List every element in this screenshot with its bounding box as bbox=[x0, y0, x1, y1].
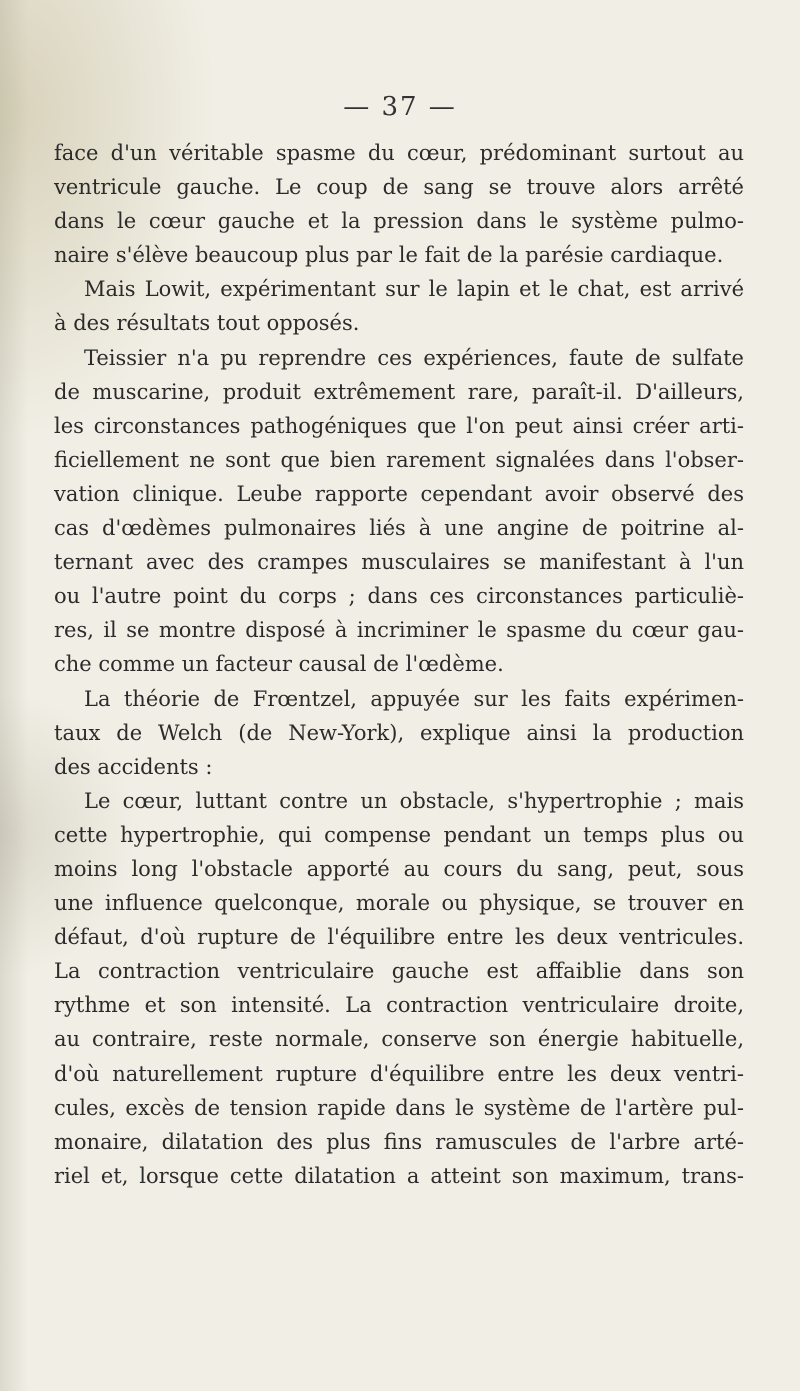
text-line: cas d'œdèmes pulmonaires liés à une angine de poitrine al- bbox=[54, 516, 744, 541]
text-line: ou l'autre point du corps ; dans ces circonstances particuliè- bbox=[54, 584, 744, 609]
text-line: vation clinique. Leube rapporte cependant avoir observé des bbox=[54, 481, 744, 506]
text-line: res, il se montre disposé à incriminer le spasme du cœur gau- bbox=[54, 618, 744, 643]
text-line: à des résultats tout opposés. bbox=[54, 311, 360, 336]
text-line: La contraction ventriculaire gauche est affaiblie dans son bbox=[54, 959, 744, 984]
text-line: naire s'élève beaucoup plus par le fait de la parésie cardiaque. bbox=[54, 243, 724, 268]
body-text bbox=[54, 136, 744, 1193]
text-line: défaut, d'où rupture de l'équilibre entre les deux ventricules. bbox=[54, 925, 744, 950]
text-line: une influence quelconque, morale ou physique, se trouver en bbox=[54, 891, 744, 916]
text-line: rythme et son intensité. La contraction ventriculaire droite, bbox=[54, 993, 744, 1018]
text-line: ficiellement ne sont que bien rarement signalées dans l'obser- bbox=[54, 447, 744, 472]
text-line: des accidents : bbox=[54, 754, 213, 779]
text-line: ternant avec des crampes musculaires se manifestant à l'un bbox=[54, 550, 744, 575]
text-line: face d'un véritable spasme du cœur, prédominant surtout au bbox=[54, 141, 744, 165]
text-line: Le cœur, luttant contre un obstacle, s'hypertrophie ; mais bbox=[84, 788, 744, 813]
text-line: au contraire, reste normale, conserve son énergie habituelle, bbox=[54, 1027, 744, 1052]
text-line: monaire, dilatation des plus fins ramuscules de l'arbre arté- bbox=[54, 1129, 744, 1154]
text-line: les circonstances pathogéniques que l'on peut ainsi créer arti- bbox=[54, 413, 744, 438]
text-line: cette hypertrophie, qui compense pendant un temps plus ou bbox=[54, 822, 744, 847]
page-number: — 37 — bbox=[343, 92, 457, 122]
text-line: Teissier n'a pu reprendre ces expériences, faute de sulfate bbox=[84, 345, 744, 370]
text-line: moins long l'obstacle apporté au cours du sang, peut, sous bbox=[54, 856, 744, 881]
text-line: ventricule gauche. Le coup de sang se trouve alors arrêté bbox=[54, 175, 744, 200]
text-line: Mais Lowit, expérimentant sur le lapin et le chat, est arrivé bbox=[84, 277, 744, 302]
text-line: che comme un facteur causal de l'œdème. bbox=[54, 652, 504, 677]
text-line: riel et, lorsque cette dilatation a atteint son maximum, trans- bbox=[54, 1163, 744, 1188]
text-line: de muscarine, produit extrêmement rare, paraît-il. D'ailleurs, bbox=[54, 379, 744, 404]
text-line: taux de Welch (de New-York), explique ainsi la production bbox=[54, 720, 744, 745]
text-line: La théorie de Frœntzel, appuyée sur les faits expérimen- bbox=[84, 686, 744, 711]
text-line: dans le cœur gauche et la pression dans le système pulmo- bbox=[54, 209, 744, 234]
text-line: d'où naturellement rupture d'équilibre entre les deux ventri- bbox=[54, 1061, 744, 1086]
text-line: cules, excès de tension rapide dans le système de l'artère pul- bbox=[54, 1095, 744, 1120]
